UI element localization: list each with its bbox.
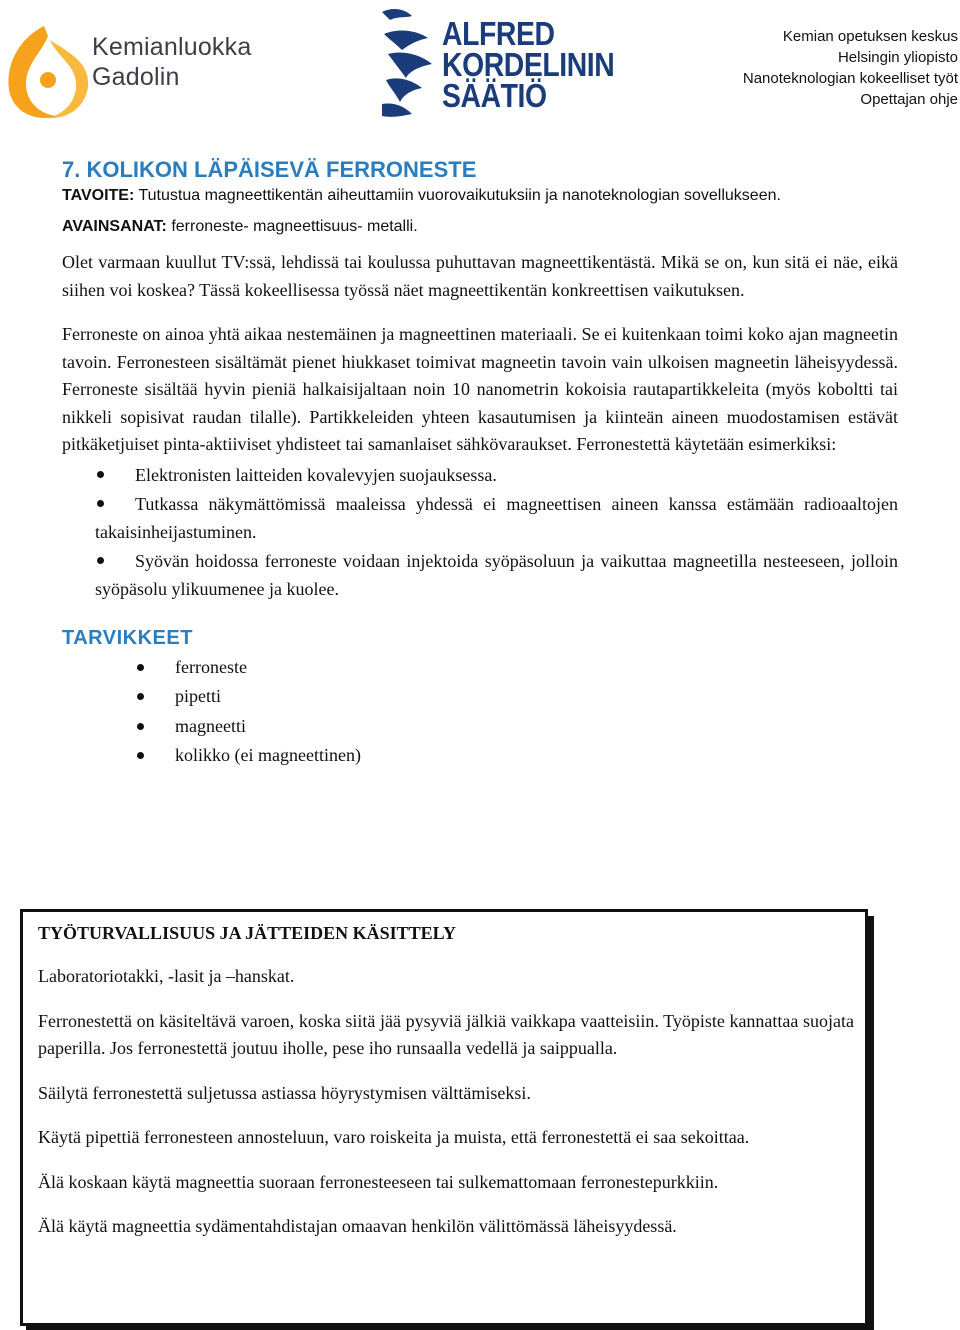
- use-item-2: Tutkassa näkymättömissä maaleissa yhdessä ei magneettisen aineen kanssa estämään radioaaltojen takaisinheijastuminen.: [95, 493, 898, 542]
- bullet-icon: [97, 471, 104, 478]
- safety-paragraph-4: Käytä pipettiä ferronesteen annosteluun, varo roiskeita ja muista, että ferronestettä ei saa sekoittaa.: [38, 1127, 750, 1147]
- bullet-icon: [97, 557, 104, 564]
- bullet-icon: [137, 752, 144, 759]
- header-info: [743, 26, 958, 110]
- material-item-1: ferroneste: [175, 656, 247, 677]
- gadolin-logo-text: [92, 32, 251, 92]
- safety-content: [38, 920, 854, 1241]
- list-item: [135, 461, 898, 489]
- bullet-icon: [137, 664, 144, 671]
- uses-list: [62, 461, 898, 603]
- goal-text: Tutustua magneettikentän aiheuttamiin vuorovaikutuksiin ja nanoteknologian sovellukseen.: [134, 187, 781, 204]
- header-line-3: Nanoteknologian kokeelliset työt: [742, 70, 958, 87]
- bullet-icon: [97, 500, 104, 507]
- materials-list: [62, 653, 898, 771]
- keywords-line: [62, 216, 898, 238]
- kordelin-face-icon: [376, 4, 446, 122]
- header-line-4: Opettajan ohje: [860, 91, 958, 108]
- list-item: [175, 653, 898, 683]
- list-item: [95, 490, 898, 546]
- use-item-3: Syövän hoidossa ferroneste voidaan injektoida syöpäsoluun ja vaikuttaa magneetilla nesteeseen, jolloin syöpäsolu ylikuumenee ja kuolee.: [95, 550, 898, 599]
- kordelin-line3: SÄÄTIÖ: [442, 77, 547, 114]
- material-item-3: magneetti: [175, 715, 246, 736]
- document-body: [62, 157, 898, 771]
- kordelin-line2: KORDELININ: [442, 46, 615, 83]
- kordelin-line1: ALFRED: [442, 15, 555, 52]
- goal-label: TAVOITE:: [62, 187, 135, 204]
- gadolin-line1: Kemianluokka: [92, 33, 252, 61]
- goal-line: [62, 185, 898, 207]
- list-item: [175, 712, 898, 742]
- list-item: [175, 682, 898, 712]
- safety-heading: TYÖTURVALLISUUS JA JÄTTEIDEN KÄSITTELY: [38, 923, 457, 943]
- intro-paragraph: Olet varmaan kuullut TV:ssä, lehdissä tai koulussa puhuttavan magneettikentästä. Mikä se on, kun sitä ei näe, eikä siihen voi koskea? Tässä kokeellisessa työssä näet magneettikentän konkreettisen vaikutuksen.: [62, 252, 898, 300]
- header-line-1: Kemian opetuksen keskus: [782, 28, 958, 45]
- kordelin-logo-text: [442, 15, 615, 114]
- safety-paragraph-2: Ferronestettä on käsiteltävä varoen, koska siitä jää pysyviä jälkiä vaikkapa vaatteisiin. Työpiste kannattaa suojata paperilla. Jos ferronestettä joutuu iholle, pese iho runsaalla vedellä ja saippualla.: [38, 1010, 854, 1058]
- material-item-2: pipetti: [175, 686, 221, 706]
- safety-paragraph-6: Älä käytä magneettia sydämentahdistajan omaavan henkilön välittömässä läheisyydessä.: [38, 1216, 677, 1236]
- materials-heading: TARVIKKEET: [62, 626, 193, 649]
- safety-box: [20, 909, 868, 1326]
- gadolin-line2: Gadolin: [92, 63, 180, 91]
- header-line-2: Helsingin yliopisto: [837, 49, 958, 66]
- keywords-text: ferroneste- magneettisuus- metalli.: [166, 218, 418, 235]
- bullet-icon: [137, 723, 144, 730]
- material-item-4: kolikko (ei magneettinen): [175, 745, 361, 765]
- safety-paragraph-3: Säilytä ferronestettä suljetussa astiassa höyrystymisen välttämiseksi.: [38, 1082, 531, 1103]
- keywords-label: AVAINSANAT:: [62, 218, 167, 235]
- use-item-1: Elektronisten laitteiden kovalevyjen suojauksessa.: [135, 464, 497, 485]
- list-item: [175, 741, 898, 771]
- gadolin-flame-icon: [4, 22, 94, 122]
- bullet-icon: [137, 693, 144, 700]
- list-item: [95, 547, 898, 603]
- safety-paragraph-1: Laboratoriotakki, -lasit ja –hanskat.: [38, 966, 295, 986]
- description-paragraph: Ferroneste on ainoa yhtä aikaa nestemäinen ja magneettinen materiaali. Se ei kuitenkaan toimi koko ajan magneetin tavoin. Ferronesteen sisältämät pienet hiukkaset toimivat magneetin tavoin vain ulkoisen magneetin läheisyydessä. Ferroneste sisältää hyvin pieniä halkaisijaltaan noin 10 nanometrin kokoisia rautapartikkeleita (myös koboltti tai nikkeli sopisivat raudan tilalle). Partikkeleiden yhteen kasautumisen ja kiinteän aineen muodostamisen estävät pitkäketjuiset pinta-aktiiviset yhdisteet tai samanlaiset sähkövaraukset. Ferronestettä käytetään esimerkiksi:: [62, 324, 898, 454]
- page-title: 7. KOLIKON LÄPÄISEVÄ FERRONESTE: [62, 157, 477, 182]
- safety-paragraph-5: Älä koskaan käytä magneettia suoraan ferronesteeseen tai sulkemattomaan ferronestepurkkiin.: [38, 1171, 719, 1192]
